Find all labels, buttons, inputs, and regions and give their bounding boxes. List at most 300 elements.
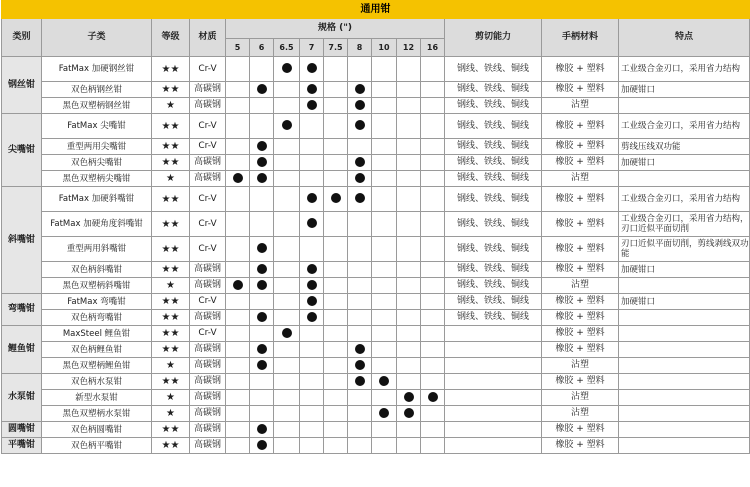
material-cell: 高碳钢 xyxy=(190,438,226,454)
size-cell xyxy=(372,278,397,294)
category-cell: 尖嘴钳 xyxy=(2,114,42,187)
table-row xyxy=(2,374,750,390)
header-size: 10 xyxy=(372,39,397,57)
size-cell xyxy=(250,262,274,278)
size-cell xyxy=(348,171,372,187)
grade-stars: ★★ xyxy=(152,342,190,358)
availability-dot-icon xyxy=(282,328,292,338)
cutting-capacity xyxy=(445,390,542,406)
size-cell xyxy=(324,139,348,155)
product-name: 双色柄尖嘴钳 xyxy=(42,155,152,171)
table-row xyxy=(2,187,750,212)
size-cell xyxy=(421,155,445,171)
header-cutting: 剪切能力 xyxy=(445,19,542,57)
table-row xyxy=(2,82,750,98)
size-cell xyxy=(372,326,397,342)
size-cell xyxy=(300,82,324,98)
size-cell xyxy=(274,438,300,454)
header-material: 材质 xyxy=(190,19,226,57)
size-cell xyxy=(372,310,397,326)
size-cell xyxy=(348,278,372,294)
size-cell xyxy=(274,237,300,262)
header-subtype: 子类 xyxy=(42,19,152,57)
header-size: 7 xyxy=(300,39,324,57)
product-name: 双色柄斜嘴钳 xyxy=(42,262,152,278)
size-cell xyxy=(348,294,372,310)
availability-dot-icon xyxy=(355,100,365,110)
feature-cell: 加硬钳口 xyxy=(619,294,750,310)
size-cell xyxy=(348,422,372,438)
size-cell xyxy=(226,406,250,422)
header-size: 12 xyxy=(397,39,421,57)
availability-dot-icon xyxy=(428,392,438,402)
cutting-capacity: 钢线、铁线、铜线 xyxy=(445,237,542,262)
size-cell xyxy=(372,406,397,422)
table-row xyxy=(2,98,750,114)
table-row xyxy=(2,310,750,326)
cutting-capacity: 钢线、铁线、铜线 xyxy=(445,278,542,294)
grade-stars: ★★ xyxy=(152,374,190,390)
feature-cell xyxy=(619,326,750,342)
cutting-capacity: 钢线、铁线、铜线 xyxy=(445,212,542,237)
availability-dot-icon xyxy=(307,100,317,110)
size-cell xyxy=(324,438,348,454)
size-cell xyxy=(250,310,274,326)
size-cell xyxy=(226,114,250,139)
size-cell xyxy=(226,278,250,294)
size-cell xyxy=(324,278,348,294)
availability-dot-icon xyxy=(355,120,365,130)
size-cell xyxy=(372,390,397,406)
product-name: 双色柄鲤鱼钳 xyxy=(42,342,152,358)
feature-cell: 加硬钳口 xyxy=(619,262,750,278)
feature-cell xyxy=(619,374,750,390)
size-cell xyxy=(372,358,397,374)
feature-cell: 工业级合金刃口，采用省力结构 xyxy=(619,114,750,139)
size-cell xyxy=(250,278,274,294)
table-row xyxy=(2,114,750,139)
size-cell xyxy=(274,342,300,358)
availability-dot-icon xyxy=(282,63,292,73)
availability-dot-icon xyxy=(257,280,267,290)
size-cell xyxy=(300,262,324,278)
handle-material: 橡胶 + 塑料 xyxy=(542,342,619,358)
material-cell: 高碳钢 xyxy=(190,390,226,406)
handle-material: 沾塑 xyxy=(542,358,619,374)
size-cell xyxy=(274,374,300,390)
size-cell xyxy=(324,82,348,98)
feature-cell: 工业级合金刃口，采用省力结构 xyxy=(619,57,750,82)
size-cell xyxy=(348,57,372,82)
header-feature: 特点 xyxy=(619,19,750,57)
size-cell xyxy=(348,82,372,98)
cutting-capacity: 钢线、铁线、铜线 xyxy=(445,294,542,310)
product-name: FatMax 加硬钢丝钳 xyxy=(42,57,152,82)
availability-dot-icon xyxy=(355,193,365,203)
size-cell xyxy=(372,212,397,237)
grade-stars: ★★ xyxy=(152,139,190,155)
pliers-table xyxy=(1,0,750,454)
size-cell xyxy=(250,422,274,438)
material-cell: Cr-V xyxy=(190,237,226,262)
size-cell xyxy=(250,358,274,374)
size-cell xyxy=(226,342,250,358)
material-cell: Cr-V xyxy=(190,212,226,237)
size-cell xyxy=(421,171,445,187)
grade-stars: ★★ xyxy=(152,294,190,310)
availability-dot-icon xyxy=(233,173,243,183)
size-cell xyxy=(421,82,445,98)
size-cell xyxy=(348,374,372,390)
availability-dot-icon xyxy=(355,157,365,167)
size-cell xyxy=(421,422,445,438)
size-cell xyxy=(226,422,250,438)
grade-stars: ★★ xyxy=(152,57,190,82)
size-cell xyxy=(300,139,324,155)
handle-material: 橡胶 + 塑料 xyxy=(542,294,619,310)
size-cell xyxy=(274,406,300,422)
feature-cell xyxy=(619,438,750,454)
size-cell xyxy=(348,358,372,374)
availability-dot-icon xyxy=(257,264,267,274)
cutting-capacity xyxy=(445,342,542,358)
size-cell xyxy=(274,171,300,187)
category-cell: 钢丝钳 xyxy=(2,57,42,114)
handle-material: 橡胶 + 塑料 xyxy=(542,374,619,390)
grade-stars: ★★ xyxy=(152,310,190,326)
size-cell xyxy=(226,390,250,406)
material-cell: Cr-V xyxy=(190,139,226,155)
size-cell xyxy=(397,57,421,82)
product-name: 重型两用尖嘴钳 xyxy=(42,139,152,155)
size-cell xyxy=(397,310,421,326)
size-cell xyxy=(324,57,348,82)
size-cell xyxy=(397,278,421,294)
cutting-capacity xyxy=(445,438,542,454)
size-cell xyxy=(372,187,397,212)
handle-material: 橡胶 + 塑料 xyxy=(542,237,619,262)
size-cell xyxy=(250,139,274,155)
availability-dot-icon xyxy=(257,243,267,253)
size-cell xyxy=(348,187,372,212)
material-cell: 高碳钢 xyxy=(190,171,226,187)
size-cell xyxy=(300,114,324,139)
table-row xyxy=(2,212,750,237)
size-cell xyxy=(372,294,397,310)
size-cell xyxy=(274,82,300,98)
feature-cell xyxy=(619,342,750,358)
size-cell xyxy=(324,171,348,187)
size-cell xyxy=(348,114,372,139)
size-cell xyxy=(348,262,372,278)
size-cell xyxy=(226,98,250,114)
size-cell xyxy=(324,374,348,390)
size-cell xyxy=(300,278,324,294)
category-cell: 弯嘴钳 xyxy=(2,294,42,326)
availability-dot-icon xyxy=(355,84,365,94)
material-cell: Cr-V xyxy=(190,187,226,212)
size-cell xyxy=(397,406,421,422)
size-cell xyxy=(421,262,445,278)
table-row xyxy=(2,326,750,342)
table-title: 通用钳 xyxy=(2,1,750,19)
material-cell: 高碳钢 xyxy=(190,406,226,422)
handle-material: 橡胶 + 塑料 xyxy=(542,139,619,155)
size-cell xyxy=(250,294,274,310)
product-name: 新型水泵钳 xyxy=(42,390,152,406)
availability-dot-icon xyxy=(355,360,365,370)
product-name: 双色柄水泵钳 xyxy=(42,374,152,390)
size-cell xyxy=(300,422,324,438)
grade-stars: ★ xyxy=(152,171,190,187)
size-cell xyxy=(348,406,372,422)
size-cell xyxy=(397,82,421,98)
size-cell xyxy=(372,155,397,171)
product-name: FatMax 加硬斜嘴钳 xyxy=(42,187,152,212)
feature-cell xyxy=(619,358,750,374)
size-cell xyxy=(324,422,348,438)
size-cell xyxy=(300,374,324,390)
size-cell xyxy=(324,294,348,310)
table-row xyxy=(2,278,750,294)
size-cell xyxy=(250,237,274,262)
feature-cell xyxy=(619,406,750,422)
product-name: 双色柄平嘴钳 xyxy=(42,438,152,454)
feature-cell xyxy=(619,310,750,326)
size-cell xyxy=(226,438,250,454)
cutting-capacity xyxy=(445,326,542,342)
material-cell: Cr-V xyxy=(190,294,226,310)
handle-material: 橡胶 + 塑料 xyxy=(542,438,619,454)
size-cell xyxy=(372,139,397,155)
table-row xyxy=(2,171,750,187)
size-cell xyxy=(324,342,348,358)
product-name: FatMax 弯嘴钳 xyxy=(42,294,152,310)
size-cell xyxy=(397,155,421,171)
size-cell xyxy=(250,171,274,187)
availability-dot-icon xyxy=(257,84,267,94)
size-cell xyxy=(226,171,250,187)
size-cell xyxy=(226,374,250,390)
size-cell xyxy=(226,294,250,310)
cutting-capacity: 钢线、铁线、铜线 xyxy=(445,310,542,326)
availability-dot-icon xyxy=(233,280,243,290)
cutting-capacity: 钢线、铁线、铜线 xyxy=(445,98,542,114)
size-cell xyxy=(397,212,421,237)
grade-stars: ★★ xyxy=(152,422,190,438)
size-cell xyxy=(274,98,300,114)
availability-dot-icon xyxy=(257,344,267,354)
table-row xyxy=(2,390,750,406)
size-cell xyxy=(324,187,348,212)
grade-stars: ★★ xyxy=(152,155,190,171)
table-row xyxy=(2,406,750,422)
category-cell: 平嘴钳 xyxy=(2,438,42,454)
handle-material: 橡胶 + 塑料 xyxy=(542,422,619,438)
size-cell xyxy=(250,438,274,454)
product-name: 黑色双塑柄尖嘴钳 xyxy=(42,171,152,187)
product-name: 双色柄钢丝钳 xyxy=(42,82,152,98)
size-cell xyxy=(250,114,274,139)
size-cell xyxy=(226,82,250,98)
cutting-capacity: 钢线、铁线、铜线 xyxy=(445,171,542,187)
size-cell xyxy=(274,358,300,374)
cutting-capacity xyxy=(445,358,542,374)
table-row xyxy=(2,342,750,358)
size-cell xyxy=(324,237,348,262)
size-cell xyxy=(324,390,348,406)
size-cell xyxy=(226,358,250,374)
size-cell xyxy=(397,262,421,278)
product-name: 双色柄圆嘴钳 xyxy=(42,422,152,438)
size-cell xyxy=(397,187,421,212)
size-cell xyxy=(348,237,372,262)
size-cell xyxy=(421,358,445,374)
size-cell xyxy=(226,237,250,262)
size-cell xyxy=(324,358,348,374)
feature-cell: 工业级合金刃口，采用省力结构，刃口近似平面切削 xyxy=(619,212,750,237)
availability-dot-icon xyxy=(257,157,267,167)
category-cell: 鲤鱼钳 xyxy=(2,326,42,374)
handle-material: 沾塑 xyxy=(542,406,619,422)
size-cell xyxy=(421,438,445,454)
size-cell xyxy=(372,422,397,438)
header-size: 6.5 xyxy=(274,39,300,57)
size-cell xyxy=(300,310,324,326)
size-cell xyxy=(397,358,421,374)
feature-cell: 剪线压线双功能 xyxy=(619,139,750,155)
size-cell xyxy=(250,326,274,342)
size-cell xyxy=(300,390,324,406)
availability-dot-icon xyxy=(307,296,317,306)
table-row xyxy=(2,237,750,262)
feature-cell: 刃口近似平面切削，剪线剥线双功能 xyxy=(619,237,750,262)
handle-material: 沾塑 xyxy=(542,390,619,406)
size-cell xyxy=(421,114,445,139)
availability-dot-icon xyxy=(404,408,414,418)
size-cell xyxy=(348,438,372,454)
size-cell xyxy=(300,342,324,358)
availability-dot-icon xyxy=(257,360,267,370)
grade-stars: ★★ xyxy=(152,187,190,212)
availability-dot-icon xyxy=(307,264,317,274)
handle-material: 橡胶 + 塑料 xyxy=(542,57,619,82)
size-cell xyxy=(300,57,324,82)
size-cell xyxy=(274,310,300,326)
product-name: FatMax 尖嘴钳 xyxy=(42,114,152,139)
material-cell: 高碳钢 xyxy=(190,342,226,358)
grade-stars: ★ xyxy=(152,278,190,294)
availability-dot-icon xyxy=(257,141,267,151)
table-row xyxy=(2,438,750,454)
grade-stars: ★ xyxy=(152,358,190,374)
size-cell xyxy=(300,438,324,454)
grade-stars: ★★ xyxy=(152,114,190,139)
table-row xyxy=(2,155,750,171)
size-cell xyxy=(324,262,348,278)
material-cell: Cr-V xyxy=(190,326,226,342)
size-cell xyxy=(397,114,421,139)
size-cell xyxy=(274,422,300,438)
handle-material: 橡胶 + 塑料 xyxy=(542,310,619,326)
size-cell xyxy=(274,262,300,278)
header-handle: 手柄材料 xyxy=(542,19,619,57)
size-cell xyxy=(250,390,274,406)
size-cell xyxy=(226,187,250,212)
cutting-capacity xyxy=(445,406,542,422)
size-cell xyxy=(274,57,300,82)
availability-dot-icon xyxy=(282,120,292,130)
size-cell xyxy=(300,326,324,342)
size-cell xyxy=(324,406,348,422)
size-cell xyxy=(250,406,274,422)
feature-cell xyxy=(619,390,750,406)
size-cell xyxy=(250,374,274,390)
size-cell xyxy=(421,294,445,310)
handle-material: 沾塑 xyxy=(542,98,619,114)
availability-dot-icon xyxy=(307,193,317,203)
cutting-capacity: 钢线、铁线、铜线 xyxy=(445,139,542,155)
size-cell xyxy=(421,406,445,422)
availability-dot-icon xyxy=(307,280,317,290)
cutting-capacity xyxy=(445,374,542,390)
grade-stars: ★★ xyxy=(152,262,190,278)
cutting-capacity xyxy=(445,422,542,438)
availability-dot-icon xyxy=(257,312,267,322)
size-cell xyxy=(397,294,421,310)
product-name: 重型两用斜嘴钳 xyxy=(42,237,152,262)
size-cell xyxy=(397,237,421,262)
size-cell xyxy=(250,212,274,237)
product-name: FatMax 加硬角度斜嘴钳 xyxy=(42,212,152,237)
material-cell: 高碳钢 xyxy=(190,358,226,374)
size-cell xyxy=(226,262,250,278)
grade-stars: ★ xyxy=(152,406,190,422)
category-cell: 圆嘴钳 xyxy=(2,422,42,438)
product-name: 黑色双塑柄斜嘴钳 xyxy=(42,278,152,294)
size-cell xyxy=(397,171,421,187)
availability-dot-icon xyxy=(307,312,317,322)
table-row xyxy=(2,139,750,155)
size-cell xyxy=(372,171,397,187)
size-cell xyxy=(226,310,250,326)
material-cell: 高碳钢 xyxy=(190,155,226,171)
size-cell xyxy=(226,155,250,171)
grade-stars: ★★ xyxy=(152,438,190,454)
size-cell xyxy=(274,278,300,294)
size-cell xyxy=(226,139,250,155)
material-cell: Cr-V xyxy=(190,114,226,139)
handle-material: 橡胶 + 塑料 xyxy=(542,262,619,278)
product-name: 黑色双塑柄鲤鱼钳 xyxy=(42,358,152,374)
availability-dot-icon xyxy=(355,376,365,386)
size-cell xyxy=(348,342,372,358)
material-cell: 高碳钢 xyxy=(190,422,226,438)
size-cell xyxy=(348,155,372,171)
size-cell xyxy=(421,374,445,390)
header-size: 16 xyxy=(421,39,445,57)
size-cell xyxy=(397,422,421,438)
size-cell xyxy=(372,114,397,139)
size-cell xyxy=(250,187,274,212)
size-cell xyxy=(324,310,348,326)
size-cell xyxy=(348,212,372,237)
availability-dot-icon xyxy=(307,218,317,228)
cutting-capacity: 钢线、铁线、铜线 xyxy=(445,187,542,212)
size-cell xyxy=(372,82,397,98)
size-cell xyxy=(250,342,274,358)
feature-cell: 加硬钳口 xyxy=(619,155,750,171)
